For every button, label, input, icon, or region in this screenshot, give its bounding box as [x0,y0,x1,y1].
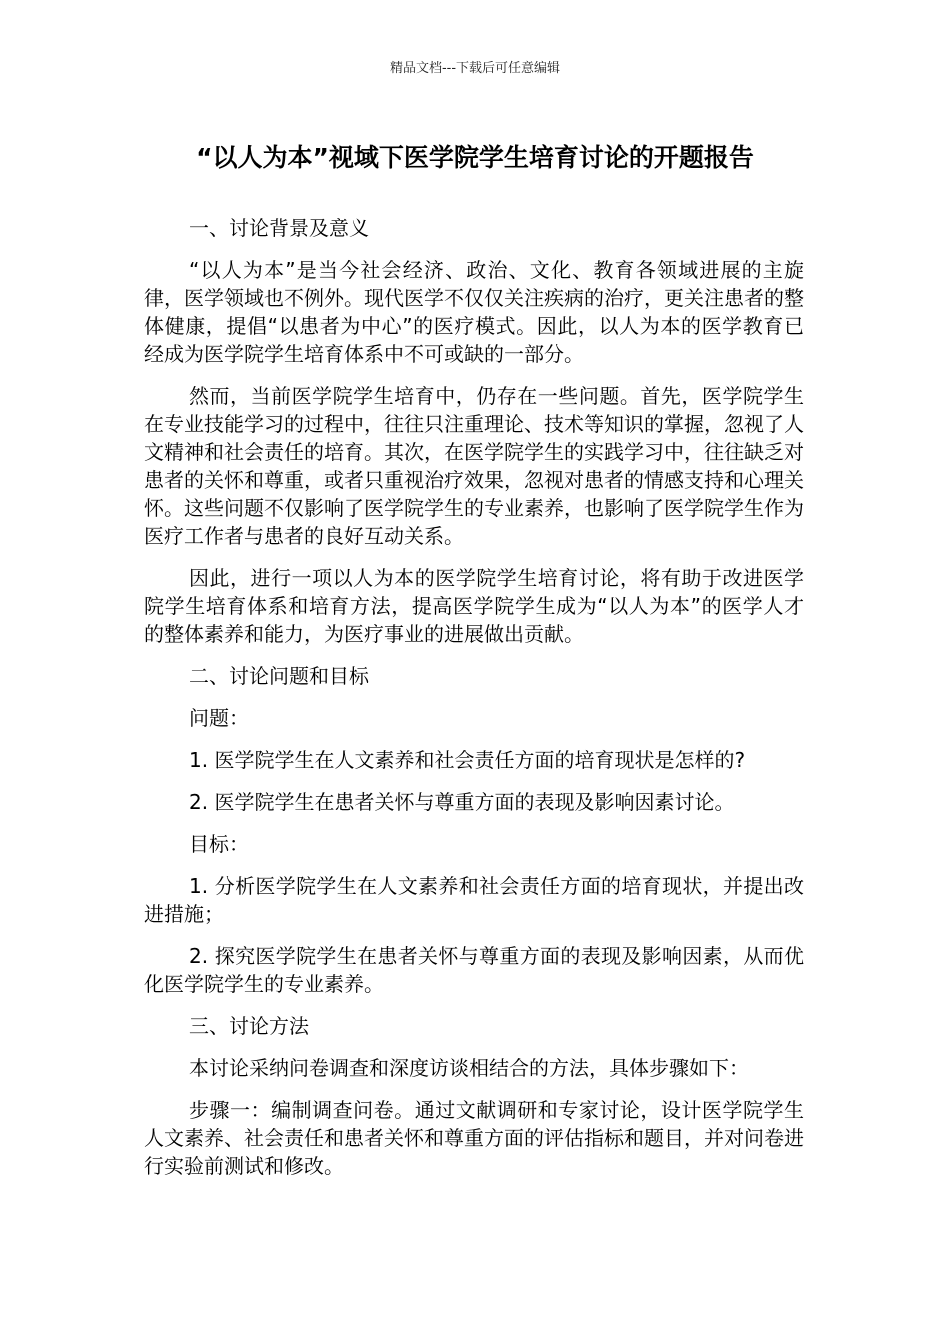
question-item: 2. 医学院学生在患者关怀与尊重方面的表现及影响因素讨论。 [189,790,735,814]
header-note: 精品文档---下载后可任意编辑 [389,61,561,76]
document-title: “以人为本”视域下医学院学生培育讨论的开题报告 [196,143,754,172]
document-body [144,214,804,1194]
question-item: 1. 医学院学生在人文素养和社会责任方面的培育现状是怎样的? [189,748,746,772]
goals-label: 目标： [189,832,249,856]
section-heading-methods: 三、讨论方法 [189,1014,309,1038]
paragraph: 本讨论采纳问卷调查和深度访谈相结合的方法，具体步骤如下： [189,1056,749,1080]
section-heading-background: 一、讨论背景及意义 [189,216,369,240]
paragraph: 因此，进行一项以人为本的医学院学生培育讨论，将有助于改进医学院学生培育体系和培育方法，提高医学院学生成为“以人为本”的医学人才的整体素养和能力，为医疗事业的进展做出贡献。 [144,566,804,646]
paragraph: “以人为本”是当今社会经济、政治、文化、教育各领域进展的主旋律，医学领域也不例外。现代医学不仅仅关注疾病的治疗，更关注患者的整体健康，提倡“以患者为中心”的医疗模式。因此，以人为本的医学教育已经成为医学院学生培育体系中不可或缺的一部分。 [144,258,804,366]
paragraph: 然而，当前医学院学生培育中，仍存在一些问题。首先，医学院学生在专业技能学习的过程中，往往只注重理论、技术等知识的掌握，忽视了人文精神和社会责任的培育。其次，在医学院学生的实践学习中，往往缺乏对患者的关怀和尊重，或者只重视治疗效果，忽视对患者的情感支持和心理关怀。这些问题不仅影响了医学院学生的专业素养，也影响了医学院学生作为医疗工作者与患者的良好互动关系。 [144,384,804,548]
questions-label: 问题： [189,706,249,730]
section-heading-questions: 二、讨论问题和目标 [189,664,369,688]
goal-item: 2. 探究医学院学生在患者关怀与尊重方面的表现及影响因素，从而优化医学院学生的专业素养。 [144,944,804,996]
goal-item: 1. 分析医学院学生在人文素养和社会责任方面的培育现状，并提出改进措施； [144,874,804,926]
paragraph: 步骤一：编制调查问卷。通过文献调研和专家讨论，设计医学院学生人文素养、社会责任和患者关怀和尊重方面的评估指标和题目，并对问卷进行实验前测试和修改。 [144,1098,804,1178]
